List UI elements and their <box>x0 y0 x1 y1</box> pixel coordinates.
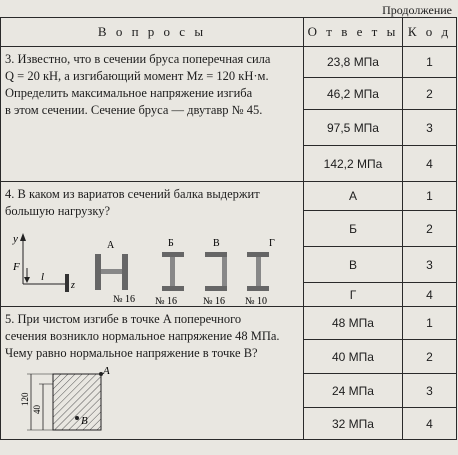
fig4-label-B: Б <box>168 238 174 249</box>
q3-answer-4[interactable]: 142,2 МПа <box>304 146 403 182</box>
q4-answer-1[interactable]: А <box>304 182 403 211</box>
header-code: К о д <box>403 18 457 47</box>
q4-line-2: большую нагрузку? <box>5 204 111 218</box>
fig5-d120: 120 <box>20 392 30 406</box>
q4-answer-3[interactable]: В <box>304 247 403 283</box>
q4-code-4: 4 <box>403 283 457 307</box>
fig4-F: F <box>13 261 20 273</box>
q3-answer-3[interactable]: 97,5 МПа <box>304 110 403 146</box>
q3-code-2: 2 <box>403 78 457 110</box>
question-5 <box>1 307 304 440</box>
q3-answer-1[interactable]: 23,8 МПа <box>304 47 403 78</box>
q3-line-1: 3. Известно, что в сечении бруса поперечная сила <box>5 52 271 66</box>
continuation-label: Продолжение <box>382 3 452 17</box>
fig4-label-A: А <box>107 240 115 251</box>
fig4-n2: № 16 <box>155 296 178 306</box>
fig5-B: B <box>81 415 88 427</box>
fig4-z: z <box>71 280 75 291</box>
q4-code-3: 3 <box>403 247 457 283</box>
q3-answer-2[interactable]: 46,2 МПа <box>304 78 403 110</box>
header-answers: О т в е т ы <box>304 18 403 47</box>
table-row <box>1 47 457 78</box>
q4-answer-4[interactable]: Г <box>304 283 403 307</box>
q3-line-2: Q = 20 кН, а изгибающий момент Mz = 120 кН·м. <box>5 69 269 83</box>
fig4-label-G: Г <box>269 238 275 249</box>
question-3 <box>1 47 304 182</box>
rect-section-figure <box>5 366 155 438</box>
beam-sections-figure <box>5 224 295 306</box>
q3-line-3: Определить максимальное напряжение изгиба <box>5 86 253 100</box>
q5-line-2: сечения возникло нормальное напряжение 48 МПа. <box>5 329 280 343</box>
q5-answer-4[interactable]: 32 МПа <box>304 408 403 440</box>
fig4-n4: № 10 <box>245 296 268 306</box>
table-header <box>1 18 457 47</box>
fig4-l: l <box>41 271 45 283</box>
q4-code-2: 2 <box>403 211 457 247</box>
q5-code-1: 1 <box>403 307 457 340</box>
q3-code-4: 4 <box>403 146 457 182</box>
q4-answer-2[interactable]: Б <box>304 211 403 247</box>
table-row <box>1 307 457 340</box>
q3-code-1: 1 <box>403 47 457 78</box>
q5-code-4: 4 <box>403 408 457 440</box>
fig4-n3: № 16 <box>203 296 226 306</box>
fig4-n1: № 16 <box>113 294 136 305</box>
q3-line-4: в этом сечении. Сечение бруса — двутавр № 45. <box>5 103 263 117</box>
q3-code-3: 3 <box>403 110 457 146</box>
q5-code-3: 3 <box>403 374 457 408</box>
q4-line-1: 4. В каком из вариатов сечений балка выдержит <box>5 187 260 201</box>
q4-code-1: 1 <box>403 182 457 211</box>
fig4-y: y <box>13 233 18 245</box>
header-questions: В о п р о с ы <box>1 18 304 47</box>
q5-answer-3[interactable]: 24 МПа <box>304 374 403 408</box>
fig5-A: A <box>103 366 110 377</box>
questions-table <box>0 17 457 440</box>
table-row <box>1 182 457 211</box>
q5-code-2: 2 <box>403 340 457 374</box>
q5-line-1: 5. При чистом изгибе в точке A поперечного <box>5 312 242 326</box>
q5-answer-2[interactable]: 40 МПа <box>304 340 403 374</box>
q5-answer-1[interactable]: 48 МПа <box>304 307 403 340</box>
question-4 <box>1 182 304 307</box>
fig5-d40: 40 <box>32 405 42 414</box>
q5-line-3: Чему равно нормальное напряжение в точке B? <box>5 346 258 360</box>
fig4-label-V: В <box>213 238 220 249</box>
